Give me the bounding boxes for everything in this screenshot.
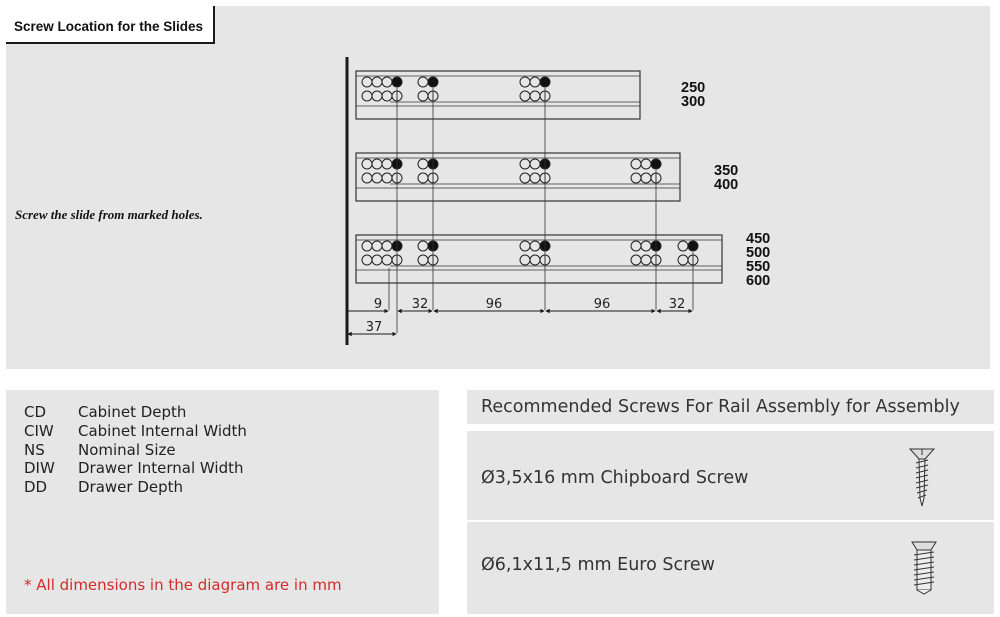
- hole: [418, 241, 428, 251]
- hole: [372, 241, 382, 251]
- hole: [372, 77, 382, 87]
- screw-label: Ø6,1x11,5 mm Euro Screw: [481, 555, 715, 575]
- hole: [530, 91, 540, 101]
- dim-32-right: 32: [668, 297, 686, 312]
- marked-hole: [651, 159, 661, 169]
- hole: [382, 241, 392, 251]
- screw-label: Ø3,5x16 mm Chipboard Screw: [481, 468, 749, 488]
- hole: [520, 91, 530, 101]
- size-label: 400: [714, 177, 739, 193]
- hole: [530, 241, 540, 251]
- hole: [530, 77, 540, 87]
- legend-item-cd: [24, 403, 186, 421]
- hole: [530, 159, 540, 169]
- hole: [678, 255, 688, 265]
- dim-32-left: 32: [411, 297, 429, 312]
- hole: [520, 159, 530, 169]
- hole: [362, 241, 372, 251]
- size-label: 300: [681, 94, 706, 110]
- screw-item-euro: [467, 522, 994, 614]
- size-label: 250: [681, 80, 706, 96]
- size-label: 500: [746, 245, 771, 261]
- size-label: 350: [714, 163, 739, 179]
- hole: [372, 255, 382, 265]
- legend-item-dd: [24, 478, 183, 496]
- rail-long: [356, 235, 722, 283]
- screw-holes: [362, 77, 698, 265]
- hole: [530, 255, 540, 265]
- marked-hole: [540, 77, 550, 87]
- marked-hole: [428, 77, 438, 87]
- hole: [372, 173, 382, 183]
- legend-abbr: DD: [24, 478, 48, 496]
- legend-label: Drawer Internal Width: [78, 459, 244, 477]
- hole: [631, 159, 641, 169]
- section-title: Screw Location for the Slides: [6, 6, 215, 44]
- dim-9: 9: [373, 297, 383, 312]
- marked-hole: [392, 77, 402, 87]
- hole: [641, 241, 651, 251]
- hole: [520, 77, 530, 87]
- screw-item-chipboard: [467, 431, 994, 520]
- legend-label: Nominal Size: [78, 441, 176, 459]
- alignment-lines: [389, 88, 693, 333]
- hole: [520, 241, 530, 251]
- hole: [372, 91, 382, 101]
- euro-screw-icon: [909, 540, 939, 595]
- legend-label: Drawer Depth: [78, 478, 184, 496]
- hole: [382, 255, 392, 265]
- dimension-lines: [348, 311, 692, 334]
- hole: [641, 255, 651, 265]
- hole: [631, 255, 641, 265]
- hole: [418, 255, 428, 265]
- legend-abbr: NS: [24, 441, 45, 459]
- instruction-text: Screw the slide from marked holes.: [15, 207, 203, 222]
- dim-37: 37: [365, 320, 383, 335]
- hole: [418, 173, 428, 183]
- hole: [362, 173, 372, 183]
- hole: [372, 159, 382, 169]
- size-label: 450: [746, 231, 771, 247]
- hole: [382, 173, 392, 183]
- legend-abbr: DIW: [24, 459, 55, 477]
- chipboard-screw-icon: [907, 446, 937, 508]
- dim-96-right: 96: [593, 297, 611, 312]
- hole: [362, 77, 372, 87]
- legend-item-ns: [24, 441, 176, 459]
- hole: [418, 159, 428, 169]
- marked-hole: [688, 241, 698, 251]
- hole: [641, 159, 651, 169]
- legend-label: Cabinet Internal Width: [78, 422, 247, 440]
- hole: [382, 91, 392, 101]
- size-label: 600: [746, 273, 771, 289]
- hole: [382, 77, 392, 87]
- legend-label: Cabinet Depth: [78, 403, 187, 421]
- screws-heading: Recommended Screws For Rail Assembly for Assembly: [467, 390, 994, 424]
- hole: [382, 159, 392, 169]
- legend-abbr: CIW: [24, 422, 54, 440]
- size-label: 550: [746, 259, 771, 275]
- hole: [678, 241, 688, 251]
- legend-abbr: CD: [24, 403, 47, 421]
- legend-item-ciw: [24, 422, 247, 440]
- dim-96-left: 96: [485, 297, 503, 312]
- hole: [418, 77, 428, 87]
- hole: [631, 241, 641, 251]
- hole: [418, 91, 428, 101]
- dimension-note: * All dimensions in the diagram are in mm: [24, 576, 342, 594]
- legend-item-diw: [24, 459, 244, 477]
- hole: [631, 173, 641, 183]
- hole: [362, 91, 372, 101]
- hole: [530, 173, 540, 183]
- hole: [520, 173, 530, 183]
- hole: [520, 255, 530, 265]
- legend-panel: [6, 390, 439, 614]
- hole: [362, 255, 372, 265]
- hole: [362, 159, 372, 169]
- hole: [641, 173, 651, 183]
